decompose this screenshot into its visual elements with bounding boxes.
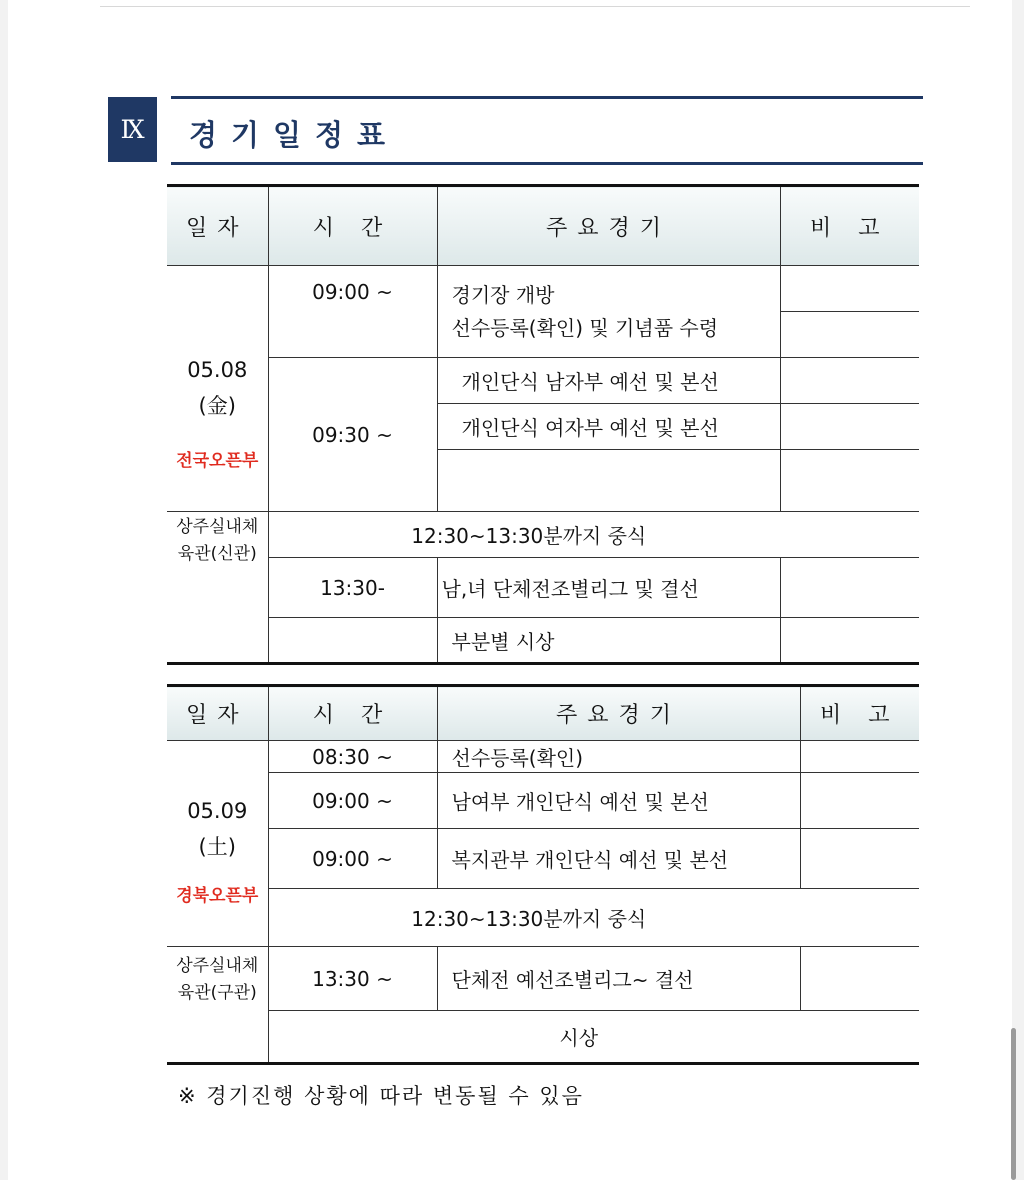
date-value: 05.08 bbox=[187, 358, 248, 382]
date-value: 05.09 bbox=[187, 799, 248, 823]
event-cell-empty bbox=[437, 450, 780, 512]
schedule-table-day2 bbox=[167, 684, 919, 1065]
footnote: ※ 경기진행 상황에 따라 변동될 수 있음 bbox=[178, 1084, 584, 1108]
event-text: 선수등록(확인) 및 기념품 수령 bbox=[451, 315, 719, 340]
table-row bbox=[167, 829, 919, 889]
schedule-table-day1 bbox=[167, 184, 919, 665]
award-row bbox=[167, 1011, 919, 1064]
header-date: 일자 bbox=[167, 186, 268, 266]
time-cell: 13:30- bbox=[268, 558, 437, 618]
time-cell: 13:30 ~ bbox=[268, 947, 437, 1011]
table-row bbox=[167, 618, 919, 664]
time-cell: 09:00 ~ bbox=[268, 266, 437, 358]
time-cell-empty bbox=[268, 618, 437, 664]
venue-line: 상주실내체 bbox=[176, 956, 259, 976]
note-cell bbox=[780, 358, 919, 404]
date-label bbox=[167, 352, 268, 424]
lunch-cell: 12:30~13:30분까지 중식 bbox=[268, 889, 919, 947]
event-cell: 선수등록(확인) bbox=[437, 741, 800, 773]
header-event: 주요경기 bbox=[437, 186, 780, 266]
header-time: 시 간 bbox=[268, 186, 437, 266]
division-label: 경북오픈부 bbox=[176, 886, 259, 906]
table-header-row bbox=[167, 186, 919, 266]
event-cell: 남,녀 단체전조별리그 및 결선 bbox=[437, 558, 780, 618]
time-cell: 09:00 ~ bbox=[268, 773, 437, 829]
table-row bbox=[167, 741, 919, 773]
event-text: 경기장 개방 bbox=[451, 282, 555, 307]
date-label bbox=[167, 793, 268, 865]
event-cell: 남여부 개인단식 예선 및 본선 bbox=[437, 773, 800, 829]
table-row bbox=[167, 773, 919, 829]
lunch-row bbox=[167, 889, 919, 947]
header-note: 비 고 bbox=[800, 686, 919, 741]
weekday-value: (金) bbox=[198, 394, 236, 418]
venue-line: 육관(신관) bbox=[177, 544, 257, 564]
venue-label bbox=[167, 953, 268, 1007]
venue-cell bbox=[167, 512, 268, 664]
table-row bbox=[167, 558, 919, 618]
section-number-badge: Ⅸ bbox=[108, 97, 157, 162]
division-label: 전국오픈부 bbox=[176, 451, 259, 471]
table-row bbox=[167, 358, 919, 404]
time-cell: 08:30 ~ bbox=[268, 741, 437, 773]
note-cell bbox=[800, 829, 919, 889]
venue-label bbox=[167, 514, 268, 568]
event-cell: 개인단식 남자부 예선 및 본선 bbox=[437, 358, 780, 404]
note-cell bbox=[780, 558, 919, 618]
note-cell bbox=[780, 450, 919, 512]
note-cell bbox=[780, 266, 919, 312]
header-time: 시 간 bbox=[268, 686, 437, 741]
date-cell bbox=[167, 266, 268, 512]
header-note: 비 고 bbox=[780, 186, 919, 266]
header-event: 주요경기 bbox=[437, 686, 800, 741]
note-cell bbox=[780, 404, 919, 450]
section-title-box bbox=[171, 96, 923, 165]
note-cell bbox=[780, 618, 919, 664]
scrollbar-thumb[interactable] bbox=[1011, 1028, 1016, 1180]
event-cell: 개인단식 여자부 예선 및 본선 bbox=[437, 404, 780, 450]
table-row bbox=[167, 266, 919, 312]
event-cell: 단체전 예선조별리그~ 결선 bbox=[437, 947, 800, 1011]
venue-line: 육관(구관) bbox=[177, 983, 257, 1003]
date-cell bbox=[167, 741, 268, 947]
lunch-cell: 12:30~13:30분까지 중식 bbox=[268, 512, 919, 558]
page-top-rule bbox=[100, 6, 970, 7]
note-cell bbox=[800, 947, 919, 1011]
note-cell bbox=[800, 741, 919, 773]
award-cell: 시상 bbox=[268, 1011, 919, 1064]
venue-cell bbox=[167, 947, 268, 1064]
lunch-row bbox=[167, 512, 919, 558]
table-header-row bbox=[167, 686, 919, 741]
note-cell bbox=[800, 773, 919, 829]
note-cell bbox=[780, 312, 919, 358]
time-cell: 09:00 ~ bbox=[268, 829, 437, 889]
table-row bbox=[167, 947, 919, 1011]
event-cell: 부분별 시상 bbox=[437, 618, 780, 664]
event-cell: 복지관부 개인단식 예선 및 본선 bbox=[437, 829, 800, 889]
time-cell: 09:30 ~ bbox=[268, 358, 437, 512]
venue-line: 상주실내체 bbox=[176, 517, 259, 537]
event-cell bbox=[437, 266, 780, 358]
section-title: 경기일정표 bbox=[189, 118, 400, 152]
weekday-value: (土) bbox=[198, 835, 236, 859]
header-date: 일자 bbox=[167, 686, 268, 741]
